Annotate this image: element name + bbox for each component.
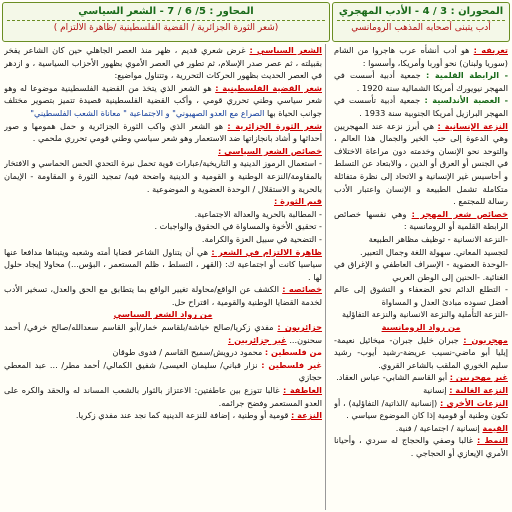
mahjar-poets xyxy=(334,334,508,372)
humanism-heading: النزعة الإنسانية : xyxy=(437,120,508,131)
algerian-text: مفدي زكريا/صالح خباشة/بلقاسم خمار/أبو القاسم سعدالله/صالح خرفي/ أحمد سحنون... xyxy=(4,322,322,345)
features-paragraph xyxy=(4,145,322,158)
rabita-heading: - الرابطة القلمية : xyxy=(426,70,508,81)
header-left-box xyxy=(2,2,330,42)
header-right-subtitle: أدب يتبنى أصحابه المذهب الرومانسي xyxy=(337,20,505,34)
tendency-text: قومية أو وطنية ، إضافة للنزعة الدينية كما نجد عند مفدي زكريا. xyxy=(75,410,289,421)
feature-line: -النزعة الانسانية - توظيف مظاهر الطبيعة xyxy=(368,233,508,244)
political-poetry-text: غرض شعري قديم ، ظهر منذ العصر الجاهلي حين كان الشاعر يفخر بقبيلته ، ثم عصر صدر الإسلام، ثم تطور في العصر الأموي بظهور الأحزاب السياسية ، و ازدهر في العصر الحديث بظهور الحركات التحررية ، وتتناول مواضيع: xyxy=(4,45,322,81)
pattern-line xyxy=(334,434,508,459)
humanism-text: هي أبرز نزعة عند المهجريين وهي الدعوة إلى حب الخير والجمال هذا العالم ، والتوحد نحو الإنسان وخدمته دون مراعاة الاختلاف في الجنس أو العرق أو الدين ، والابتعاد عن التسلط و أحاسيس غير الإنسانية و الاتحاد إلى نظرة متفائلة متكاملة تشمل الطبيعة و الإنسان واعتبار الأدب رسالة للمجتمع . xyxy=(334,120,508,207)
dominant-tendency-text: إنسانية xyxy=(423,385,447,396)
revolution-paragraph xyxy=(4,120,322,145)
tendency-heading: النزعة : xyxy=(291,410,322,421)
palestine-paragraph xyxy=(4,82,322,120)
features-heading: خصائص شعر المهجر : xyxy=(411,208,508,219)
value-item: - تحقيق الأخوة والمساواة في الحقوق والواجبات . xyxy=(154,221,322,232)
header-right-title: المحوران : 3 / 4 - الأدب المهجري xyxy=(338,6,504,17)
other-tendencies-text: (إنسانية /الذاتية/ التفاؤلية) ، أو تكون وطنية أو قومية إذا كان الموضوع سياسي . xyxy=(334,397,508,421)
non-palestinian-text: نزار قباني/ سليمان العيسى/ شفيق الكمالي/ أحمد مطر/ ... xyxy=(49,359,258,370)
algerian-poets xyxy=(4,321,322,346)
rabita-text: جمعية أدبية أسست في المهجر نيويورك أمريكا الشمالية سنة 1920 . xyxy=(334,70,508,93)
definition-heading: تعريفه : xyxy=(473,45,508,55)
header-left-subtitle: (شعر الثورة الجزائرية / القضية الفلسطينية /ظاهرة الالتزام ) xyxy=(7,20,325,34)
features-intro xyxy=(334,208,508,233)
algerian-heading: جزائريون : xyxy=(277,322,323,333)
usba-paragraph xyxy=(334,94,508,119)
pattern-heading: النمط : xyxy=(477,435,508,446)
mahjar-poets-text: جبران خليل جبران- ميخائيل نعيمة- إيليا أبو ماضي-نسيب عريضة-رشيد أيوب- رشيد سليم الخوري الملقب بالشاعر القروي. xyxy=(334,334,508,370)
political-poetry-column xyxy=(4,44,326,510)
header-left-title: المحاور : 5/ 6 / 7 - الشعر السياسي xyxy=(78,6,254,17)
palestine-text: هو الشعر الذي يتخذ من القضية الفلسطينية موضوعا له وهو شعر سياسي وطني تحرري قومي ، وأكب القضية الفلسطينية قصيدة تتميز بتصوير مختلف جوانب الحياة بها xyxy=(4,82,322,118)
non-mahjar-heading: غير مهجريين : xyxy=(449,372,508,383)
tendency-paragraph xyxy=(4,409,322,422)
header-right-box xyxy=(332,2,510,42)
palestine-conflict-text: الصراع مع العدو الصهيوني" و الاجتماعية " معاناة الشعب الفلسطيني" xyxy=(30,107,265,118)
revolution-heading: شعر الثورة الجزائرية : xyxy=(227,120,322,131)
feature-line: -الوحدة العضوية - الإسراف العاطفي و الإغراق في الغنائية. -الحنين إلى الوطن العربي xyxy=(334,259,508,282)
non-palestinian-poets xyxy=(4,359,322,384)
political-poetry-paragraph xyxy=(4,44,322,82)
rabita-paragraph xyxy=(334,69,508,94)
commitment-paragraph xyxy=(4,246,322,284)
feature-line: -النزعة التأملية والنزعة الانسانية والنزعة التفاؤلية xyxy=(341,309,508,320)
non-palestinian-heading: غير فلسطين : xyxy=(261,359,322,370)
dominant-tendency xyxy=(334,384,508,397)
commitment-features xyxy=(4,283,322,308)
commitment-features-text: الكشف عن الواقع/محاولة تغيير الواقع بما يتطابق مع الحق والعدل، تسخير الأدب لخدمة القضايا الوطنية والقومية ، اقتراح حل. xyxy=(4,284,322,307)
hijazi-text: عبد المعطي حجازي xyxy=(4,359,322,383)
non-mahjar-poets xyxy=(334,371,508,384)
definition-paragraph xyxy=(334,44,508,69)
value-line xyxy=(334,422,508,435)
revolution-values xyxy=(4,195,322,208)
palestinian-text: محمود درويش/سميح القاسم / فدوى طوقان xyxy=(112,347,263,358)
usba-text: جمعية أدبية تأسست في المهجر البرازيل أمريكا الجنوبية سنة 1933 . xyxy=(334,95,508,118)
palestinian-heading: من فلسطين : xyxy=(264,347,322,358)
political-pioneers-heading: من رواد الشعر السياسي xyxy=(113,309,213,320)
dominant-tendency-heading: النزعة الغالبة : xyxy=(449,385,508,396)
value-item: - التضحية في سبيل العزة والكرامة. xyxy=(201,233,322,244)
usba-heading: - العصبة الأندلسية : xyxy=(424,95,508,106)
other-tendencies-heading: النزعات الأخرى : xyxy=(440,397,508,408)
revolution-text: هو الشعر الذي واكب الثورة الجزائرية و حمل همومها و صور أحداثها و أشاد بانجازاتها ضد الاستعمار وهو شعر سياسي وطني قومي تحرري ملحمي . xyxy=(4,120,322,144)
political-poetry-heading: الشعر السياسي : xyxy=(249,45,322,55)
romantic-pioneers-heading: من رواد الرومانسية xyxy=(381,322,461,333)
commitment-features-heading: خصائصه : xyxy=(282,284,323,295)
features-intro-text: وهي نفسها خصائص الرابطة القلمية أو الرومانسية : xyxy=(334,208,508,232)
mahjar-poets-heading: مهجريون : xyxy=(463,334,508,345)
pattern-text: غالبا وصفي والحجاج له سردي ، وأحيانا الأمري الإيعازي أو الحجاجي . xyxy=(334,435,508,458)
palestine-heading: شعر القضية الفلسطينية : xyxy=(215,82,322,93)
palestinian-poets xyxy=(4,346,322,359)
emotion-text: غالبا تتوزع بين عاطفتين: الاعتزاز بالثوار بالشعب المساند له والحقد والكره على العدو المستعمر وفضح جرائمه. xyxy=(4,385,322,408)
value-item: - المطالبة بالحرية والعدالة الاجتماعية. xyxy=(194,208,322,219)
features-political-text: - استعمال الرموز الدينية و التاريخية/عبارات قوية تحمل نبرة التحدي الحس الحماسي و الافتخار بالمقاومة/النزعة الوطنية و القومية و الدينية واضحة فيه/ تمجيد الثورة و المقاومة - الإيمان بالحرية و الاستقلال / الوحدة العضوية و الموضوعية . xyxy=(4,158,322,194)
non-mahjar-text: أبو القاسم الشابي- عباس العقاد. xyxy=(336,372,448,383)
emotion-heading: العاطفة : xyxy=(282,385,322,396)
revolution-values-heading: قيم الثورة : xyxy=(273,196,322,207)
value-heading: القيمة xyxy=(482,422,508,433)
emotion-paragraph xyxy=(4,384,322,409)
value-text: إنسانية / اجتماعية / فنية. xyxy=(395,422,480,433)
feature-line: لتجسيد المعاني. سهولة اللغة وجمال التعبير. xyxy=(360,246,508,257)
features-political-heading: خصائص الشعر السياسي : xyxy=(217,145,322,156)
mahjar-column xyxy=(334,44,508,510)
definition-text: هو أدب أنشأه عرب هاجروا من الشام (سوريا ولبنان) نحو أوربا وأمريكا، وأسسوا : xyxy=(334,45,508,68)
commitment-text: هي أن يتناول الشاعر قضايا أمته وشعبه ويتبناها مدافعا عنها سياسيا كانت أو اجتماعية ك: (القهر ، التسلط ، ظلم المستعمر ، البؤس...) محاولا إيجاد حلول لها . xyxy=(4,246,322,282)
feature-line: - التطلع الدائم نحو الضعفاء و التشوق إلى عالم أفضل تسوده مبادئ العدل و المساواة xyxy=(334,284,508,307)
humanism-paragraph xyxy=(334,120,508,208)
non-algerian-heading: غير جزائريين : xyxy=(227,334,287,345)
commitment-heading: ظاهرة الالتزام في الشعر : xyxy=(211,246,323,257)
other-tendencies xyxy=(334,397,508,422)
